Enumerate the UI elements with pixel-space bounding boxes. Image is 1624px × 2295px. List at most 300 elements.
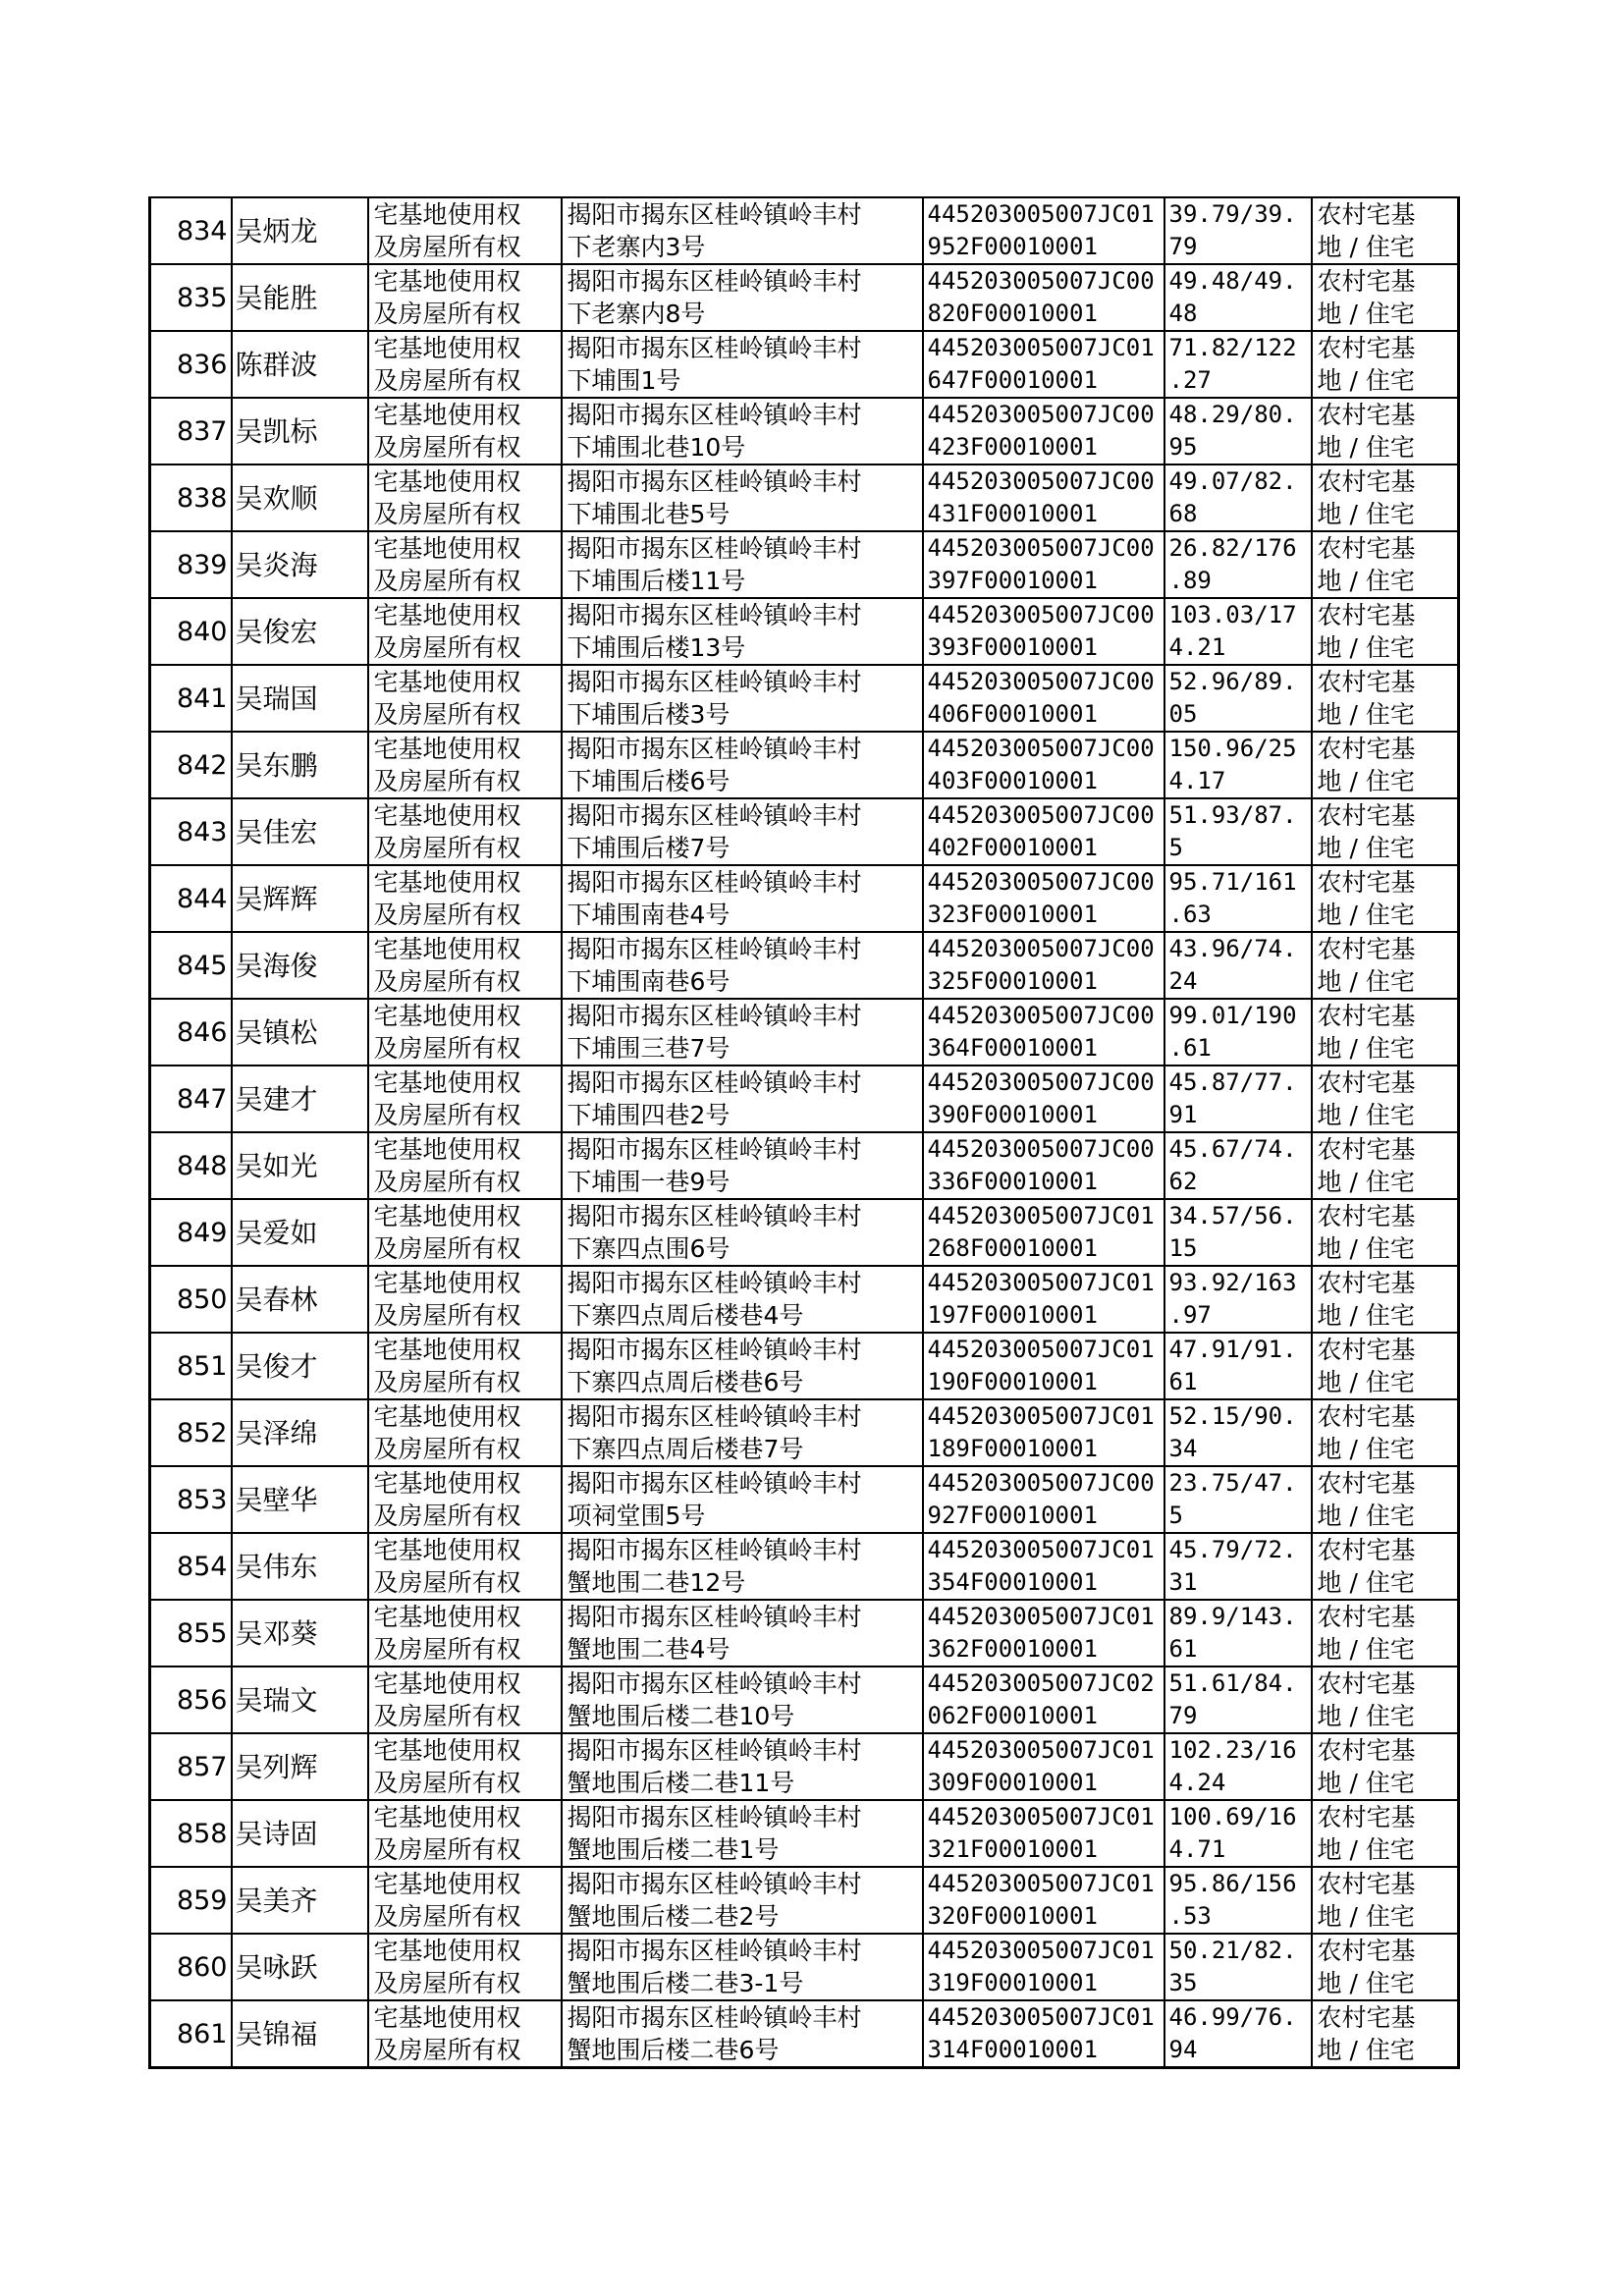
right-type-cell (368, 1733, 562, 1800)
usage-line: 地 / 住宅 (1317, 1168, 1415, 1196)
owner-name-cell: 吴辉辉 (232, 865, 368, 932)
record-number-cell: 856 (150, 1667, 232, 1733)
unit-code-line: 445203005007JC00 (927, 801, 1155, 829)
address-line: 揭阳市揭东区桂岭镇岭丰村 (567, 534, 862, 563)
address-cell (562, 798, 923, 865)
right-type-line: 宅基地使用权 (373, 1135, 521, 1164)
right-type-line: 宅基地使用权 (373, 1469, 521, 1498)
unit-code-line: 403F00010001 (927, 767, 1098, 794)
area-cell (1164, 464, 1312, 531)
right-type-line: 及房屋所有权 (373, 1435, 521, 1463)
right-type-cell (368, 264, 562, 331)
right-type-cell (368, 331, 562, 398)
record-number-cell: 847 (150, 1066, 232, 1132)
usage-line: 地 / 住宅 (1317, 500, 1415, 528)
right-type-cell (368, 999, 562, 1066)
address-line: 揭阳市揭东区桂岭镇岭丰村 (567, 1068, 862, 1097)
record-number-cell: 841 (150, 665, 232, 732)
usage-line: 地 / 住宅 (1317, 1702, 1415, 1730)
unit-code-line: 445203005007JC00 (927, 735, 1155, 762)
address-cell (562, 1066, 923, 1132)
address-line: 揭阳市揭东区桂岭镇岭丰村 (567, 668, 862, 696)
owner-name-cell: 吴俊才 (232, 1333, 368, 1399)
address-line: 揭阳市揭东区桂岭镇岭丰村 (567, 1803, 862, 1831)
right-type-line: 宅基地使用权 (373, 1736, 521, 1765)
unit-code-line: 406F00010001 (927, 700, 1098, 728)
area-line: 4.21 (1168, 633, 1226, 661)
area-line: .97 (1168, 1301, 1212, 1329)
unit-code-line: 445203005007JC00 (927, 401, 1155, 428)
area-line: 43.96/74. (1168, 935, 1297, 962)
area-cell (1164, 1399, 1312, 1466)
right-type-line: 宅基地使用权 (373, 200, 521, 229)
usage-cell (1312, 1066, 1459, 1132)
area-line: 49.48/49. (1168, 267, 1297, 295)
area-cell (1164, 1333, 1312, 1399)
right-type-line: 宅基地使用权 (373, 467, 521, 496)
usage-cell (1312, 331, 1459, 398)
address-cell (562, 464, 923, 531)
usage-line: 地 / 住宅 (1317, 1101, 1415, 1129)
area-line: 95.71/161 (1168, 868, 1297, 896)
area-line: 23.75/47. (1168, 1469, 1297, 1497)
area-line: 48 (1168, 300, 1198, 327)
usage-line: 农村宅基 (1317, 801, 1416, 830)
address-line: 揭阳市揭东区桂岭镇岭丰村 (567, 1536, 862, 1564)
unit-code-line: 320F00010001 (927, 1902, 1098, 1930)
right-type-line: 及房屋所有权 (373, 300, 521, 328)
unit-code-cell (923, 999, 1164, 1066)
address-line: 揭阳市揭东区桂岭镇岭丰村 (567, 1135, 862, 1164)
address-line: 蟹地围二巷4号 (567, 1635, 731, 1664)
address-line: 揭阳市揭东区桂岭镇岭丰村 (567, 1736, 862, 1765)
right-type-line: 宅基地使用权 (373, 601, 521, 629)
address-line: 揭阳市揭东区桂岭镇岭丰村 (567, 401, 862, 429)
right-type-line: 宅基地使用权 (373, 334, 521, 362)
table-row (150, 1199, 1459, 1266)
right-type-line: 宅基地使用权 (373, 401, 521, 429)
unit-code-cell (923, 865, 1164, 932)
usage-line: 农村宅基 (1317, 200, 1416, 229)
unit-code-cell (923, 1066, 1164, 1132)
owner-name-cell: 吴瑞文 (232, 1667, 368, 1733)
table-row (150, 1132, 1459, 1199)
right-type-cell (368, 1132, 562, 1199)
table-row (150, 598, 1459, 665)
area-cell (1164, 1466, 1312, 1533)
address-line: 揭阳市揭东区桂岭镇岭丰村 (567, 868, 862, 897)
unit-code-line: 820F00010001 (927, 300, 1098, 327)
unit-code-line: 354F00010001 (927, 1568, 1098, 1596)
table-row (150, 1867, 1459, 1934)
unit-code-line: 319F00010001 (927, 1969, 1098, 1996)
owner-name-cell: 吴炳龙 (232, 197, 368, 264)
address-line: 下埔围后楼11号 (567, 567, 746, 595)
address-line: 下寨四点周后楼巷7号 (567, 1435, 804, 1463)
usage-line: 农村宅基 (1317, 601, 1416, 629)
address-cell (562, 999, 923, 1066)
table-row (150, 2000, 1459, 2068)
usage-line: 地 / 住宅 (1317, 567, 1415, 595)
area-line: 4.17 (1168, 767, 1226, 794)
unit-code-cell (923, 732, 1164, 798)
usage-cell (1312, 1600, 1459, 1667)
unit-code-line: 362F00010001 (927, 1635, 1098, 1663)
area-cell (1164, 1132, 1312, 1199)
area-cell (1164, 331, 1312, 398)
right-type-cell (368, 865, 562, 932)
area-line: 150.96/25 (1168, 735, 1297, 762)
unit-code-cell (923, 464, 1164, 531)
area-line: 24 (1168, 967, 1198, 995)
right-type-cell (368, 1934, 562, 2000)
area-line: 94 (1168, 2036, 1198, 2063)
unit-code-cell (923, 1466, 1164, 1533)
table-row (150, 1600, 1459, 1667)
address-line: 揭阳市揭东区桂岭镇岭丰村 (567, 1269, 862, 1297)
record-number-cell: 845 (150, 932, 232, 999)
table-row (150, 1667, 1459, 1733)
address-line: 揭阳市揭东区桂岭镇岭丰村 (567, 1469, 862, 1498)
table-row (150, 1466, 1459, 1533)
owner-name-cell: 吴泽绵 (232, 1399, 368, 1466)
right-type-line: 及房屋所有权 (373, 433, 521, 462)
address-line: 下埔围四巷2号 (567, 1101, 731, 1129)
unit-code-line: 445203005007JC00 (927, 601, 1155, 628)
owner-name-cell: 吴镇松 (232, 999, 368, 1066)
area-cell (1164, 398, 1312, 464)
owner-name-cell: 吴建才 (232, 1066, 368, 1132)
owner-name-cell: 吴瑞国 (232, 665, 368, 732)
address-cell (562, 1600, 923, 1667)
address-cell (562, 1733, 923, 1800)
area-line: 51.93/87. (1168, 801, 1297, 829)
owner-name-cell: 吴能胜 (232, 264, 368, 331)
area-line: 48.29/80. (1168, 401, 1297, 428)
area-line: .63 (1168, 901, 1212, 928)
table-row (150, 732, 1459, 798)
right-type-line: 宅基地使用权 (373, 1202, 521, 1230)
unit-code-line: 325F00010001 (927, 967, 1098, 995)
table-row (150, 197, 1459, 264)
area-line: 91 (1168, 1101, 1198, 1128)
usage-line: 地 / 住宅 (1317, 1502, 1415, 1530)
unit-code-line: 445203005007JC00 (927, 1469, 1155, 1497)
unit-code-line: 445203005007JC01 (927, 1336, 1155, 1363)
usage-line: 农村宅基 (1317, 1603, 1416, 1631)
area-line: 5 (1168, 834, 1183, 861)
right-type-line: 宅基地使用权 (373, 2003, 521, 2032)
owner-name-cell: 吴列辉 (232, 1733, 368, 1800)
usage-line: 农村宅基 (1317, 1269, 1416, 1297)
address-cell (562, 1667, 923, 1733)
usage-line: 地 / 住宅 (1317, 1301, 1415, 1330)
area-line: .89 (1168, 567, 1212, 594)
usage-cell (1312, 932, 1459, 999)
unit-code-line: 336F00010001 (927, 1168, 1098, 1195)
area-line: 46.99/76. (1168, 2003, 1297, 2031)
area-cell (1164, 732, 1312, 798)
right-type-line: 及房屋所有权 (373, 1368, 521, 1396)
usage-line: 农村宅基 (1317, 267, 1416, 296)
usage-line: 地 / 住宅 (1317, 901, 1415, 929)
unit-code-cell (923, 1667, 1164, 1733)
address-line: 揭阳市揭东区桂岭镇岭丰村 (567, 1669, 862, 1698)
unit-code-line: 445203005007JC01 (927, 1603, 1155, 1630)
usage-line: 农村宅基 (1317, 2003, 1416, 2032)
right-type-cell (368, 1266, 562, 1333)
unit-code-line: 445203005007JC01 (927, 1269, 1155, 1296)
usage-line: 农村宅基 (1317, 1736, 1416, 1765)
address-line: 下老寨内8号 (567, 300, 706, 328)
usage-line: 农村宅基 (1317, 1002, 1416, 1030)
right-type-line: 宅基地使用权 (373, 1068, 521, 1097)
record-number-cell: 839 (150, 531, 232, 598)
right-type-cell (368, 1800, 562, 1867)
address-line: 下埔围北巷10号 (567, 433, 746, 462)
address-line: 揭阳市揭东区桂岭镇岭丰村 (567, 200, 862, 229)
area-line: 45.79/72. (1168, 1536, 1297, 1563)
unit-code-cell (923, 798, 1164, 865)
usage-line: 农村宅基 (1317, 1669, 1416, 1698)
usage-cell (1312, 398, 1459, 464)
usage-cell (1312, 1466, 1459, 1533)
right-type-line: 及房屋所有权 (373, 1769, 521, 1797)
usage-line: 地 / 住宅 (1317, 1368, 1415, 1396)
table-row (150, 1399, 1459, 1466)
area-cell (1164, 1934, 1312, 2000)
usage-line: 地 / 住宅 (1317, 233, 1415, 261)
right-type-line: 宅基地使用权 (373, 1402, 521, 1431)
right-type-line: 及房屋所有权 (373, 1168, 521, 1196)
area-line: 31 (1168, 1568, 1198, 1596)
right-type-line: 及房屋所有权 (373, 967, 521, 996)
area-line: .53 (1168, 1902, 1212, 1930)
area-line: 93.92/163 (1168, 1269, 1297, 1296)
address-cell (562, 1333, 923, 1399)
area-line: 99.01/190 (1168, 1002, 1297, 1029)
address-cell (562, 932, 923, 999)
unit-code-cell (923, 1733, 1164, 1800)
right-type-cell (368, 531, 562, 598)
area-cell (1164, 999, 1312, 1066)
right-type-line: 及房屋所有权 (373, 700, 521, 729)
usage-line: 农村宅基 (1317, 668, 1416, 696)
owner-name-cell: 吴爱如 (232, 1199, 368, 1266)
record-number-cell: 838 (150, 464, 232, 531)
right-type-line: 宅基地使用权 (373, 1803, 521, 1831)
unit-code-cell (923, 398, 1164, 464)
right-type-line: 宅基地使用权 (373, 1937, 521, 1965)
area-cell (1164, 197, 1312, 264)
right-type-line: 宅基地使用权 (373, 668, 521, 696)
unit-code-line: 445203005007JC01 (927, 1736, 1155, 1764)
address-line: 下埔围1号 (567, 366, 681, 395)
usage-line: 地 / 住宅 (1317, 433, 1415, 462)
record-number-cell: 853 (150, 1466, 232, 1533)
table-row (150, 531, 1459, 598)
area-line: 95.86/156 (1168, 1870, 1297, 1897)
address-line: 蟹地围后楼二巷10号 (567, 1702, 795, 1730)
right-type-line: 宅基地使用权 (373, 1669, 521, 1698)
usage-line: 地 / 住宅 (1317, 1969, 1415, 1997)
usage-line: 地 / 住宅 (1317, 700, 1415, 729)
area-line: .27 (1168, 366, 1212, 394)
usage-line: 地 / 住宅 (1317, 1568, 1415, 1597)
record-number-cell: 846 (150, 999, 232, 1066)
usage-line: 农村宅基 (1317, 1536, 1416, 1564)
right-type-cell (368, 1600, 562, 1667)
usage-cell (1312, 1733, 1459, 1800)
unit-code-line: 445203005007JC01 (927, 1870, 1155, 1897)
right-type-cell (368, 1333, 562, 1399)
usage-line: 农村宅基 (1317, 1937, 1416, 1965)
address-line: 下埔围一巷9号 (567, 1168, 731, 1196)
unit-code-line: 268F00010001 (927, 1234, 1098, 1262)
area-line: 52.15/90. (1168, 1402, 1297, 1430)
usage-line: 农村宅基 (1317, 401, 1416, 429)
right-type-line: 及房屋所有权 (373, 834, 521, 862)
right-type-line: 及房屋所有权 (373, 1902, 521, 1931)
unit-code-line: 189F00010001 (927, 1435, 1098, 1462)
right-type-line: 宅基地使用权 (373, 1336, 521, 1364)
area-line: 34.57/56. (1168, 1202, 1297, 1229)
owner-name-cell: 吴咏跃 (232, 1934, 368, 2000)
right-type-line: 宅基地使用权 (373, 868, 521, 897)
record-number-cell: 859 (150, 1867, 232, 1934)
area-line: 62 (1168, 1168, 1198, 1195)
record-number-cell: 837 (150, 398, 232, 464)
table-row (150, 1533, 1459, 1600)
address-line: 揭阳市揭东区桂岭镇岭丰村 (567, 1937, 862, 1965)
unit-code-line: 445203005007JC01 (927, 1202, 1155, 1229)
address-line: 下寨四点周后楼巷4号 (567, 1301, 804, 1330)
area-line: 68 (1168, 500, 1198, 527)
usage-line: 农村宅基 (1317, 1402, 1416, 1431)
area-line: 4.71 (1168, 1835, 1226, 1863)
area-cell (1164, 1800, 1312, 1867)
record-number-cell: 850 (150, 1266, 232, 1333)
usage-line: 农村宅基 (1317, 1068, 1416, 1097)
area-line: 103.03/17 (1168, 601, 1297, 628)
usage-line: 地 / 住宅 (1317, 1435, 1415, 1463)
usage-cell (1312, 665, 1459, 732)
unit-code-line: 423F00010001 (927, 433, 1098, 461)
unit-code-line: 364F00010001 (927, 1034, 1098, 1062)
right-type-line: 及房屋所有权 (373, 633, 521, 662)
unit-code-line: 197F00010001 (927, 1301, 1098, 1329)
usage-line: 地 / 住宅 (1317, 967, 1415, 996)
right-type-cell (368, 732, 562, 798)
unit-code-line: 390F00010001 (927, 1101, 1098, 1128)
usage-line: 地 / 住宅 (1317, 1902, 1415, 1931)
unit-code-cell (923, 1333, 1164, 1399)
unit-code-line: 309F00010001 (927, 1769, 1098, 1796)
record-number-cell: 849 (150, 1199, 232, 1266)
record-number-cell: 854 (150, 1533, 232, 1600)
area-line: 34 (1168, 1435, 1198, 1462)
record-number-cell: 842 (150, 732, 232, 798)
address-line: 下寨四点周后楼巷6号 (567, 1368, 804, 1396)
record-number-cell: 851 (150, 1333, 232, 1399)
address-line: 下埔围后楼6号 (567, 767, 731, 795)
unit-code-line: 445203005007JC01 (927, 1536, 1155, 1563)
usage-cell (1312, 2000, 1459, 2068)
right-type-line: 及房屋所有权 (373, 1969, 521, 1997)
unit-code-cell (923, 331, 1164, 398)
unit-code-line: 190F00010001 (927, 1368, 1098, 1395)
unit-code-cell (923, 1399, 1164, 1466)
unit-code-line: 393F00010001 (927, 633, 1098, 661)
record-number-cell: 836 (150, 331, 232, 398)
unit-code-line: 445203005007JC00 (927, 868, 1155, 896)
area-line: 61 (1168, 1368, 1198, 1395)
area-cell (1164, 932, 1312, 999)
unit-code-line: 323F00010001 (927, 901, 1098, 928)
unit-code-line: 062F00010001 (927, 1702, 1098, 1729)
right-type-line: 宅基地使用权 (373, 1870, 521, 1898)
area-cell (1164, 665, 1312, 732)
right-type-line: 及房屋所有权 (373, 1702, 521, 1730)
address-cell (562, 665, 923, 732)
right-type-line: 宅基地使用权 (373, 735, 521, 763)
usage-cell (1312, 1867, 1459, 1934)
right-type-line: 及房屋所有权 (373, 901, 521, 929)
right-type-line: 宅基地使用权 (373, 1269, 521, 1297)
owner-name-cell: 吴春林 (232, 1266, 368, 1333)
usage-cell (1312, 1266, 1459, 1333)
area-line: 100.69/16 (1168, 1803, 1297, 1831)
area-line: 5 (1168, 1502, 1183, 1529)
right-type-line: 及房屋所有权 (373, 1502, 521, 1530)
usage-cell (1312, 999, 1459, 1066)
unit-code-line: 445203005007JC01 (927, 1402, 1155, 1430)
table-row (150, 464, 1459, 531)
address-cell (562, 1867, 923, 1934)
table-row (150, 1934, 1459, 2000)
owner-name-cell: 吴诗固 (232, 1800, 368, 1867)
usage-line: 地 / 住宅 (1317, 366, 1415, 395)
owner-name-cell: 吴如光 (232, 1132, 368, 1199)
unit-code-line: 445203005007JC00 (927, 935, 1155, 962)
area-line: 47.91/91. (1168, 1336, 1297, 1363)
record-number-cell: 855 (150, 1600, 232, 1667)
address-line: 揭阳市揭东区桂岭镇岭丰村 (567, 1002, 862, 1030)
record-number-cell: 840 (150, 598, 232, 665)
area-line: 71.82/122 (1168, 334, 1297, 361)
address-cell (562, 331, 923, 398)
right-type-line: 及房屋所有权 (373, 233, 521, 261)
owner-name-cell: 吴伟东 (232, 1533, 368, 1600)
area-line: 35 (1168, 1969, 1198, 1996)
area-line: 51.61/84. (1168, 1669, 1297, 1697)
unit-code-cell (923, 1199, 1164, 1266)
right-type-cell (368, 398, 562, 464)
address-cell (562, 1466, 923, 1533)
owner-name-cell: 吴佳宏 (232, 798, 368, 865)
right-type-cell (368, 1533, 562, 1600)
unit-code-cell (923, 531, 1164, 598)
right-type-line: 及房屋所有权 (373, 1234, 521, 1263)
unit-code-cell (923, 1266, 1164, 1333)
right-type-cell (368, 197, 562, 264)
unit-code-line: 402F00010001 (927, 834, 1098, 861)
address-line: 揭阳市揭东区桂岭镇岭丰村 (567, 801, 862, 830)
usage-cell (1312, 865, 1459, 932)
unit-code-line: 314F00010001 (927, 2036, 1098, 2063)
usage-cell (1312, 1667, 1459, 1733)
area-cell (1164, 1266, 1312, 1333)
